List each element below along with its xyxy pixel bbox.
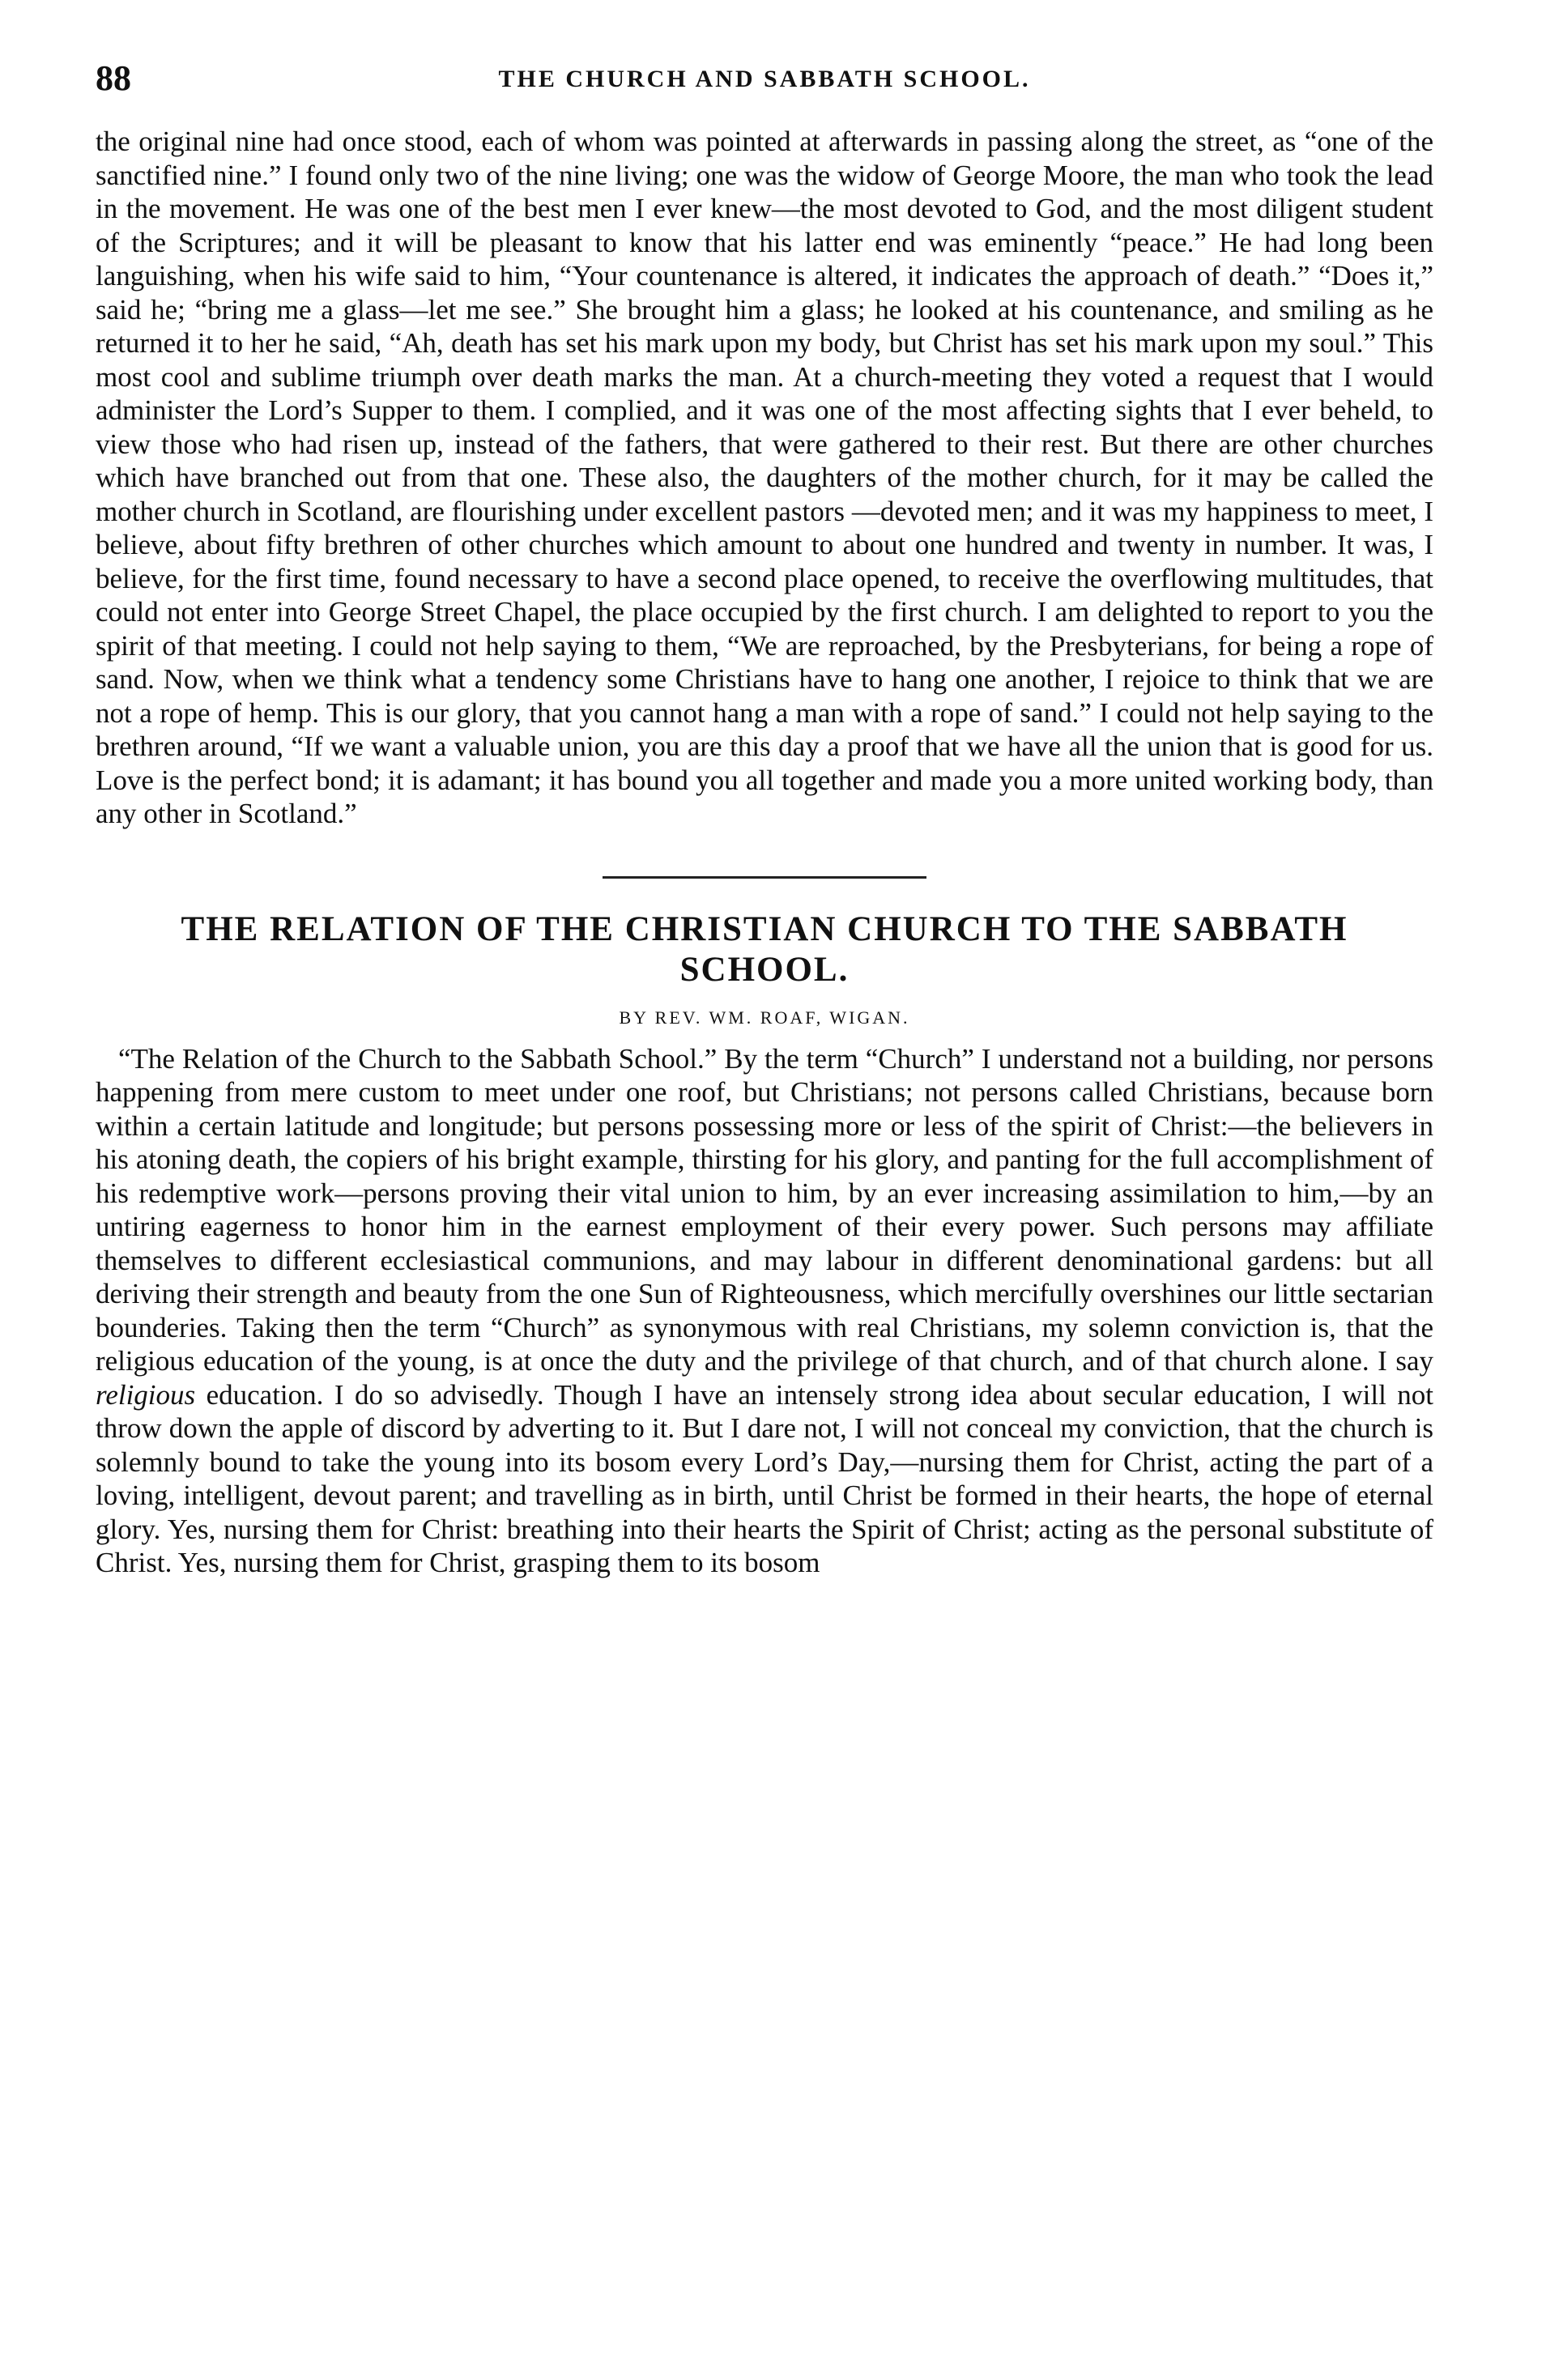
body-text-part-1: “The Relation of the Church to the Sabbath School.” By the term “Church” I understand not a building, nor persons happening from mere custom to meet under one roof, but Christians; not persons called Christians, because born within a certain latitude and longitude; but persons possessing more or less of the spirit of Christ:—the believers in his atoning death, the copiers of his bright example, thirsting for his glory, and panting for the full accomplishment of his redemptive work—persons proving their vital union to him, by an ever increasing assimilation to him,—by an untiring eagerness to honor him in the earnest employment of their every power. Such persons may affiliate themselves to different ecclesiastical communions, and may labour in different denominational gardens: but all deriving their strength and beauty from the one Sun of Righteousness, which mercifully overshines our little sectarian bounderies. Taking then the term “Church” as synonymous with real Christians, my solemn conviction is, that the religious education of the young, is at once the duty and the privilege of that church, and of that church alone. I say <box>96 1042 1433 1377</box>
body-text-part-2: education. I do so advisedly. Though I have an intensely strong idea about secular education, I will not throw down the apple of discord by adverting to it. But I dare not, I will not conceal my conviction, that the church is solemnly bound to take the young into its bosom every Lord’s Day,—nursing them for Christ, acting the part of a loving, intelligent, devout parent; and travelling as in birth, until Christ be formed in their hearts, the hope of eternal glory. Yes, nursing them for Christ: breathing into their hearts the Spirit of Christ; acting as the personal substitute of Christ. Yes, nursing them for Christ, grasping them to its bosom <box>96 1378 1433 1578</box>
running-header <box>96 57 1433 109</box>
emphasized-word: religious <box>96 1378 196 1411</box>
continuation-paragraph: the original nine had once stood, each of whom was pointed at afterwards in passing along the street, as “one of the sanctified nine.” I found only two of the nine living; one was the widow of George Moore, the man who took the lead in the movement. He was one of the best men I ever knew—the most devoted to God, and the most diligent student of the Scriptures; and it will be pleasant to know that his latter end was eminently “peace.” He had long been languishing, when his wife said to him, “Your countenance is altered, it indicates the approach of death.” “Does it,” said he; “bring me a glass—let me see.” She brought him a glass; he looked at his countenance, and smiling as he returned it to her he said, “Ah, death has set his mark upon my body, but Christ has set his mark upon my soul.” This most cool and sublime triumph over death marks the man. At a church-meeting they voted a request that I would administer the Lord’s Supper to them. I complied, and it was one of the most affecting sights that I ever beheld, to view those who had risen up, instead of the fathers, that were gathered to their rest. But there are other churches which have branched out from that one. These also, the daughters of the mother church, for it may be called the mother church in Scotland, are flourishing under excellent pastors —devoted men; and it was my happiness to meet, I believe, about fifty brethren of other churches which amount to about one hundred and twenty in number. It was, I believe, for the first time, found necessary to have a second place opened, to receive the overflowing multitudes, that could not enter into George Street Chapel, the place occupied by the first church. I am delighted to report to you the spirit of that meeting. I could not help saying to them, “We are reproached, by the Presbyterians, for being a rope of sand. Now, when we think what a tendency some Christians have to hang one another, I rejoice to think that we are not a rope of hemp. This is our glory, that you cannot hang a man with a rope of sand.” I could not help saying to the brethren around, “If we want a valuable union, you are this day a proof that we have all the union that is good for us. Love is the perfect bond; it is adamant; it has bound you all together and made you a more united working body, than any other in Scotland.” <box>96 126 1433 829</box>
article-byline: BY REV. WM. ROAF, WIGAN. <box>619 1007 910 1028</box>
section-divider <box>603 876 926 879</box>
page-number: 88 <box>96 58 131 98</box>
book-page <box>96 57 1433 1580</box>
running-title: THE CHURCH AND SABBATH SCHOOL. <box>498 66 1031 92</box>
article-title: THE RELATION OF THE CHRISTIAN CHURCH TO THE SABBATH SCHOOL. <box>181 909 1348 989</box>
article-body-paragraph <box>96 1042 1433 1580</box>
